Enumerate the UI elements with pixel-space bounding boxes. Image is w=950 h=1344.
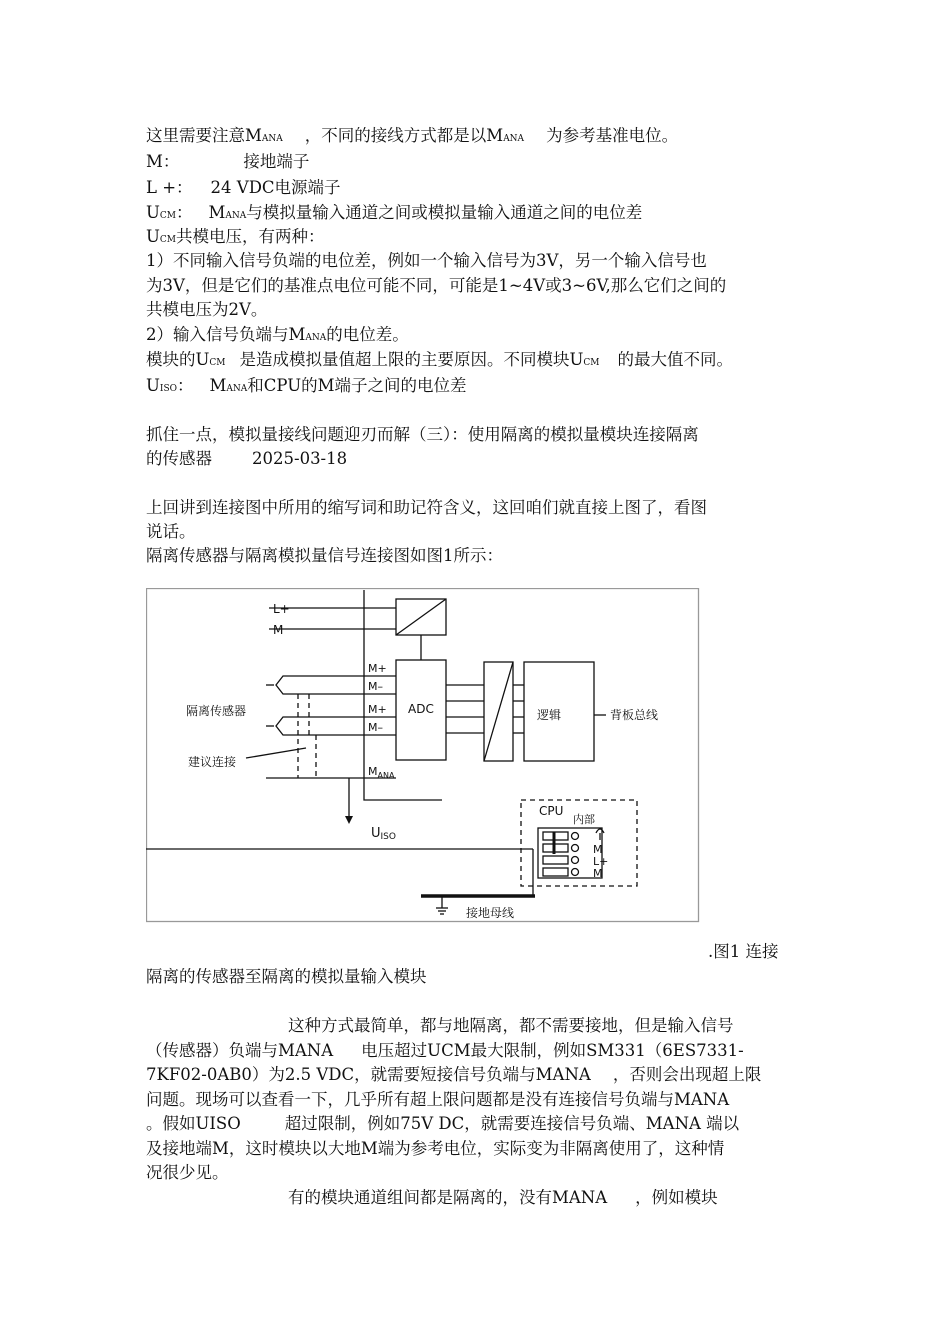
label-m: M [273,623,284,637]
article-date: 2025-03-18 [252,449,348,468]
label-isolated-sensor: 隔离传感器 [186,704,247,718]
text-line-p3: 7KF02-0AB0）为2.5 VDC，就需要短接信号负端与MANA ，否则会出现超上限 [146,1065,762,1084]
text-line-p8: 有的模块通道组间都是隔离的，没有MANA ，例如模块 [288,1188,718,1207]
text-line-7: 为3V，但是它们的基准点电位可能不同，可能是1~4V或3~6V,那么它们之间的 [146,276,727,295]
text-line-3: L +： 24 VDC电源端子 [146,178,341,197]
text-line-8: 共模电压为2V。 [146,300,268,319]
text-line-14: 上回讲到连接图中所用的缩写词和助记符含义，这回咱们就直接上图了，看图 [146,498,707,517]
text-line-1: 这里需要注意MANA ，不同的接线方式都是以MANA 为参考基准电位。 [146,126,679,145]
article-title-line-2: 的传感器 2025-03-18 [146,449,348,468]
label-mplus-1: M+ [368,662,387,675]
label-mana: $M_{ANA}$ [368,765,395,780]
text-line-p2: （传感器）负端与MANA 电压超过UCM最大限制，例如SM331（6ES7331- [146,1041,744,1060]
text-line-2: M： 接地端子 [146,152,310,171]
label-cpu-m-1: M [593,843,603,856]
label-cpu-lplus: L+ [593,855,609,868]
label-cpu-m-2: M [593,867,603,880]
label-ground-bus: 接地母线 [466,906,515,920]
power-supply-diagonal [396,599,446,635]
figure-caption-2: 隔离的传感器至隔离的模拟量输入模块 [146,967,427,986]
label-backplane: 背板总线 [610,708,659,722]
text-line-9: 2）输入信号负端与MANA的电位差。 [146,325,409,344]
label-mminus-1: M– [368,680,383,693]
sensor-2-symbol [276,717,298,735]
wiring-diagram [146,588,702,924]
text-line-6: 1）不同输入信号负端的电位差，例如一个输入信号为3V，另一个输入信号也 [146,251,707,270]
article-title-line-1: 抓住一点，模拟量接线问题迎刃而解（三）：使用隔离的模拟量模块连接隔离 [146,425,699,444]
cpu-terminals [543,832,579,876]
label-cpu-inner: 内部 [573,813,595,826]
text-line-p5: 。假如UISO 超过限制，例如75V DC，就需要连接信号负端、MANA 端以 [146,1114,740,1133]
label-logic: 逻辑 [537,708,562,722]
label-uiso: UISO [371,826,396,842]
text-line-p7: 况很少见。 [146,1163,229,1182]
label-mminus-2: M– [368,721,383,734]
text-line-11: UISO： MANA和CPU的M端子之间的电位差 [146,376,467,395]
label-suggested-connection: 建议连接 [188,755,237,769]
label-mplus-2: M+ [368,703,387,716]
text-line-p1: 这种方式最简单，都与地隔离，都不需要接地，但是输入信号 [288,1016,734,1035]
text-line-p4: 问题。现场可以查看一下，几乎所有超上限问题都是没有连接信号负端与MANA [146,1090,730,1109]
label-lplus: L+ [273,602,290,616]
text-line-p6: 及接地端M，这时模块以大地M端为参考电位，实际变为非隔离使用了，这种情 [146,1139,725,1158]
label-cpu: CPU [539,804,564,818]
text-line-10: 模块的UCM 是造成模拟量值超上限的主要原因。不同模块UCM 的最大值不同。 [146,350,734,369]
label-adc: ADC [408,702,434,716]
uiso-arrow-head [345,816,353,824]
figure-caption-1: .图1 连接 [708,942,779,961]
cpu-ground-symbol [596,829,604,833]
text-line-15: 说话。 [146,522,196,541]
text-line-5: UCM共模电压，有两种： [146,227,325,246]
sensor-1-symbol [276,676,298,694]
suggest-pointer [246,748,306,758]
text-line-16: 隔离传感器与隔离模拟量信号连接图如图1所示： [146,546,503,565]
text-line-4: UCM： MANA与模拟量输入通道之间或模拟量输入通道之间的电位差 [146,203,643,222]
